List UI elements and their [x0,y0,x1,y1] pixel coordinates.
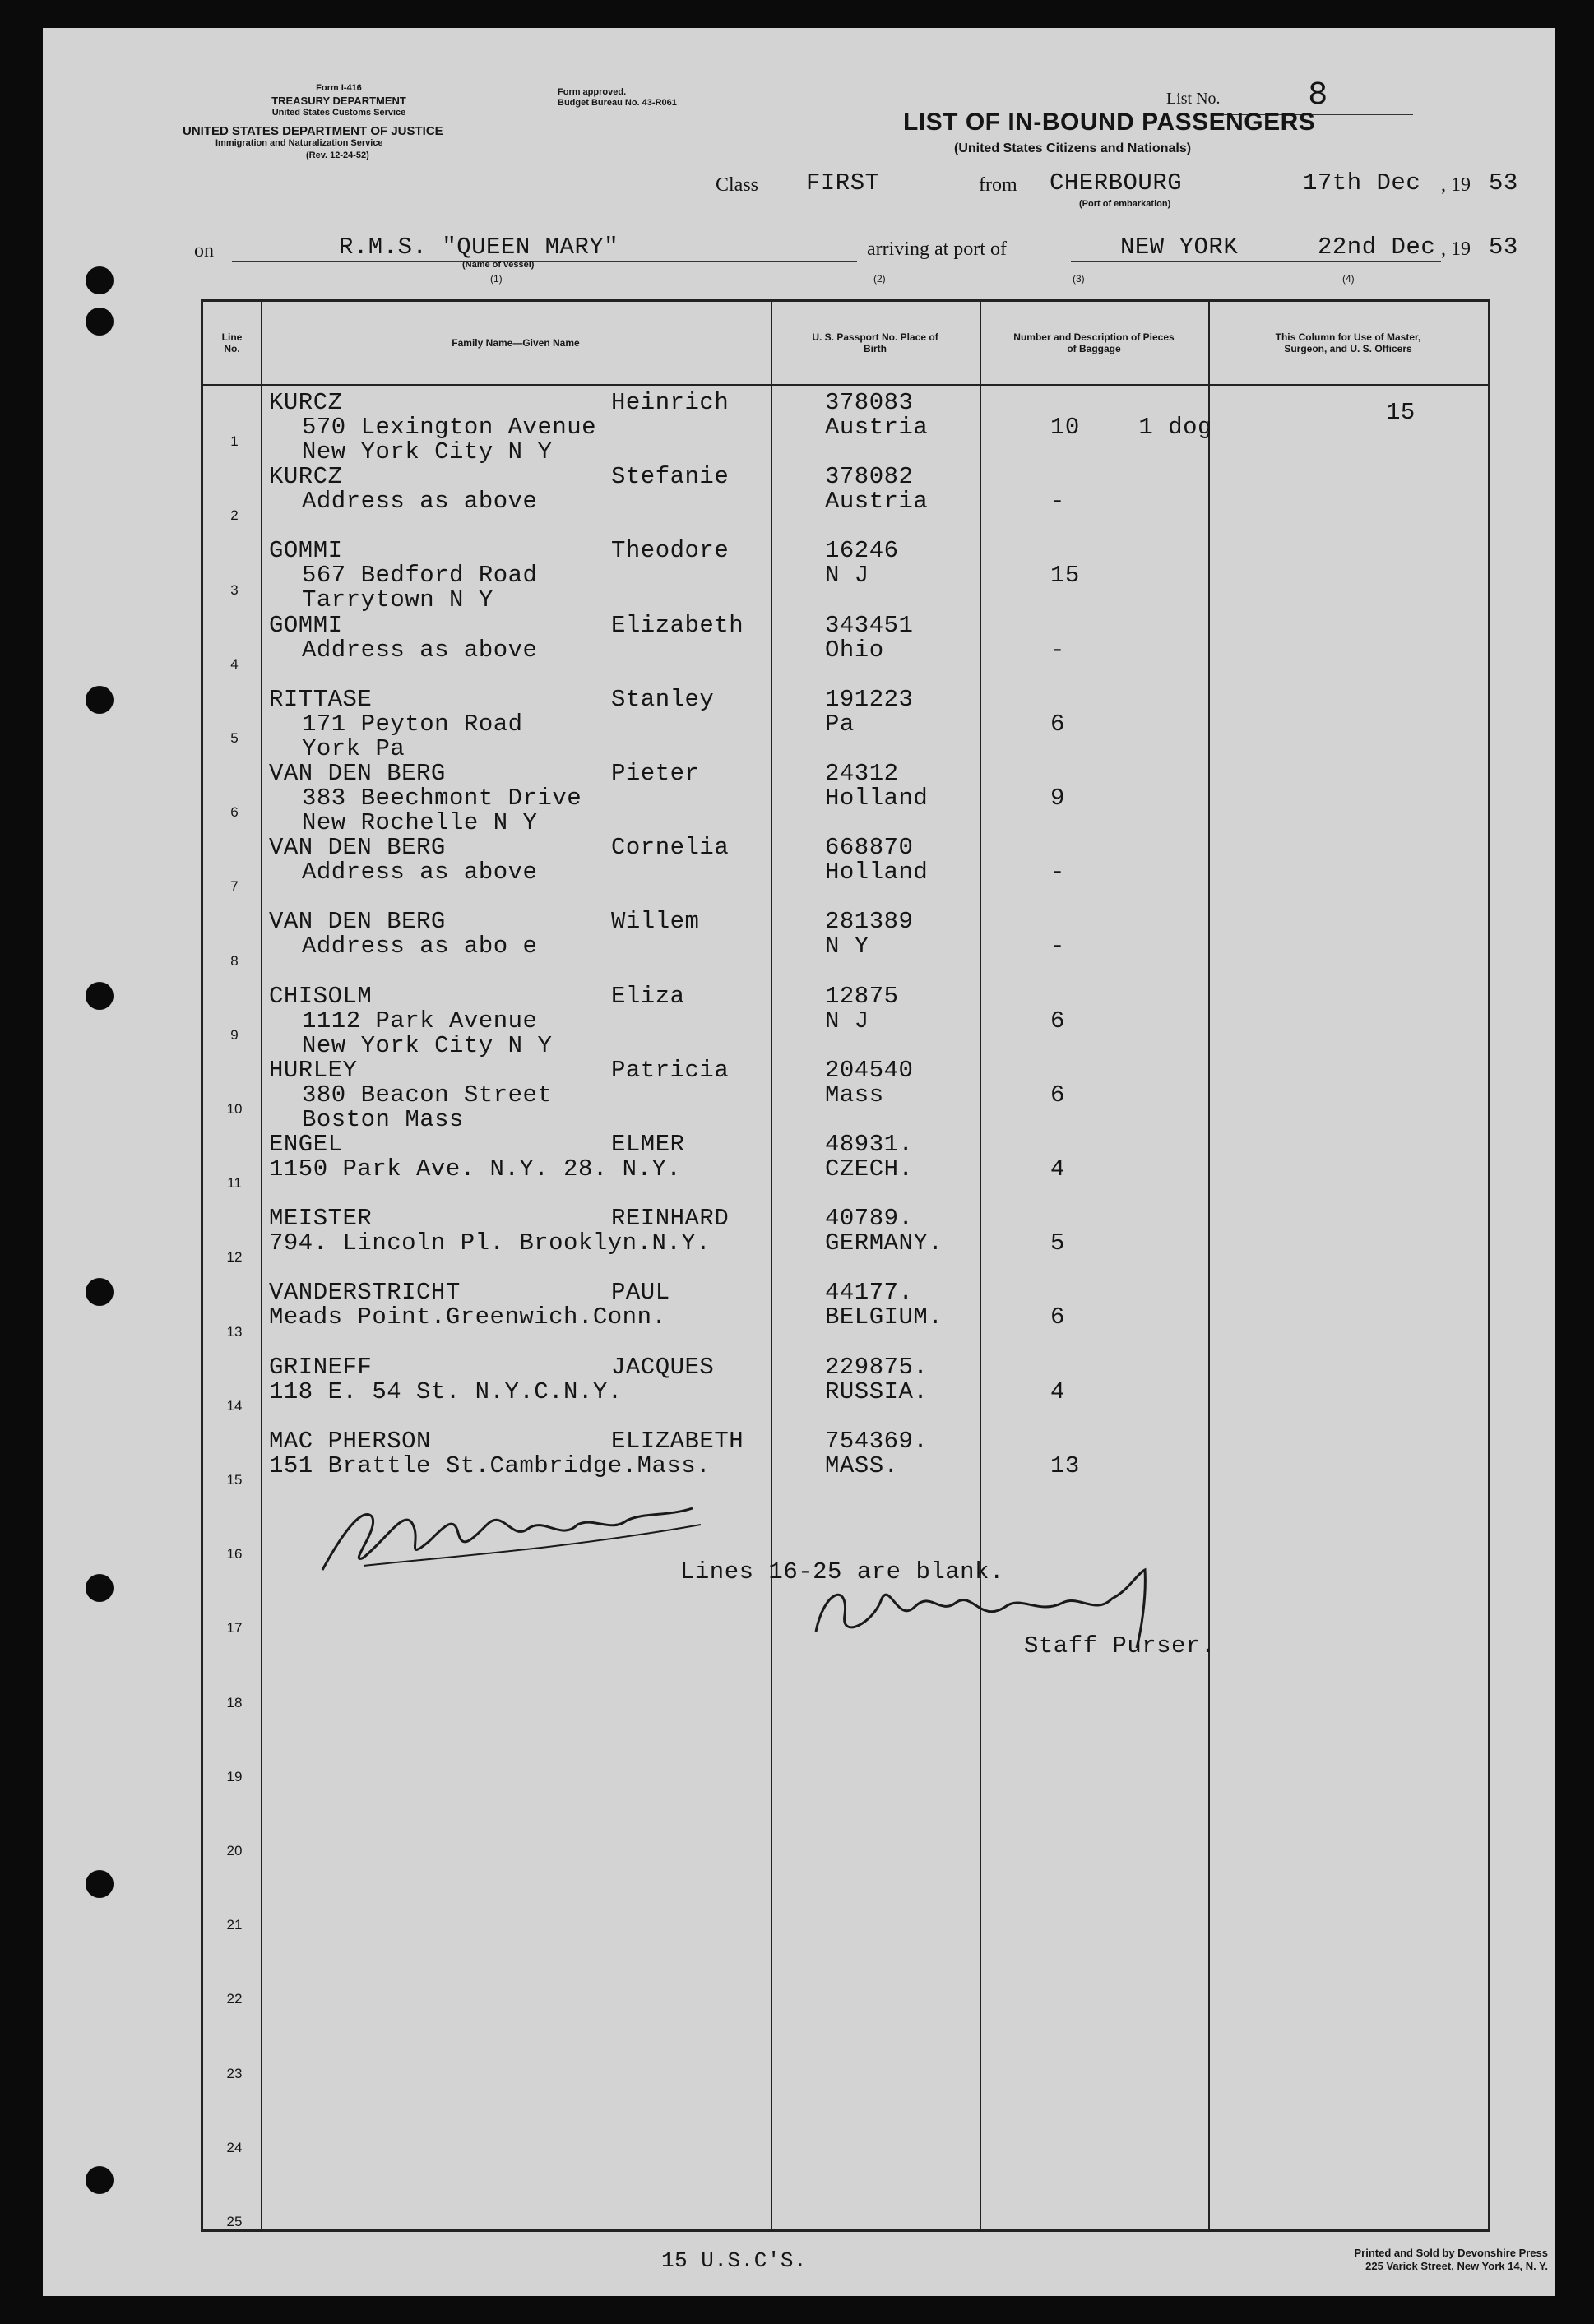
passport-number: 12875 [825,982,899,1010]
form-revision: (Rev. 12-24-52) [306,150,369,160]
given-name: Theodore [611,537,730,565]
family-name: KURCZ [269,389,343,416]
address-line-2: 118 E. 54 St. N.Y.C.N.Y. [269,1377,623,1405]
line-number: 15 [226,1472,243,1488]
passport-number: 229875. [825,1353,929,1381]
passport-number: 48931. [825,1131,914,1158]
treasury-department: TREASURY DEPARTMENT [271,95,406,107]
vessel-name: R.M.S. "QUEEN MARY" [232,234,857,262]
place-of-birth: Holland [825,859,929,887]
baggage: 6 [1050,1303,1065,1331]
passport-number: 40789. [825,1205,914,1233]
given-name: Patricia [611,1056,730,1084]
customs-service: United States Customs Service [271,108,406,118]
depart-year-prefix: , 19 [1441,174,1471,196]
depart-date: 17th Dec [1285,169,1441,197]
punch-hole [86,1574,114,1602]
baggage: - [1050,933,1065,961]
form-approved: Form approved. [558,87,627,97]
line-number: 23 [226,2065,243,2081]
place-of-birth: Mass [825,1081,884,1109]
place-of-birth: Austria [825,488,929,516]
justice-header [183,125,577,162]
baggage: 9 [1050,785,1065,812]
line-number: 20 [226,1843,243,1859]
from-label: from [979,174,1017,196]
passenger-row [203,1354,1488,1428]
line-number: 1 [230,433,239,450]
place-of-birth: N Y [825,933,869,961]
line-number: 24 [226,2139,243,2155]
address-line-2: 1150 Park Ave. N.Y. 28. N.Y. [269,1155,682,1183]
punch-hole [86,686,114,714]
family-name: VAN DEN BERG [269,760,446,787]
passenger-row [203,1279,1488,1353]
family-name: MEISTER [269,1205,373,1233]
line-number: 13 [226,1323,243,1340]
line-number: 21 [226,1917,243,1933]
line-number: 2 [230,507,239,524]
line-number: 16 [226,1546,243,1562]
given-name: Elizabeth [611,611,744,639]
place-of-birth: BELGIUM. [825,1303,943,1331]
passport-number: 668870 [825,834,914,862]
address-line-1: 570 Lexington Avenue [302,414,597,441]
family-name: VANDERSTRICHT [269,1279,461,1307]
baggage: 5 [1050,1229,1065,1257]
baggage: 6 [1050,710,1065,738]
place-of-birth: MASS. [825,1451,899,1479]
depart-year: 53 [1489,169,1518,197]
given-name: Willem [611,908,700,936]
passenger-row [203,463,1488,537]
punch-hole [86,2166,114,2194]
address-line-2: Meads Point.Greenwich.Conn. [269,1303,667,1331]
passport-number: 44177. [825,1279,914,1307]
bottom-note: 15 U.S.C'S. [661,2248,808,2273]
passenger-row [203,686,1488,760]
arrival-port: NEW YORK [1071,234,1318,262]
passenger-row [203,389,1488,463]
col-header-officers: This Column for Use of Master, Surgeon, and U. S. Officers [1275,331,1421,354]
column-number-2: (2) [873,273,886,285]
baggage: 4 [1050,1155,1065,1183]
passenger-row [203,834,1488,908]
place-of-birth: RUSSIA. [825,1377,929,1405]
column-number-3: (3) [1073,273,1085,285]
passport-number: 378083 [825,389,914,416]
place-of-birth: N J [825,1007,869,1035]
line-number: 19 [226,1768,243,1785]
class-value: FIRST [773,169,971,197]
family-name: VAN DEN BERG [269,908,446,936]
given-name: Stanley [611,685,715,713]
passenger-row [203,1131,1488,1205]
place-of-birth: GERMANY. [825,1229,943,1257]
address-line-1: Address as above [302,636,538,664]
passenger-row [203,537,1488,614]
passport-number: 281389 [825,908,914,936]
line-number: 10 [226,1101,243,1117]
address-line-2: New York City N Y [302,438,553,465]
punch-hole [86,308,114,336]
from-value: CHERBOURG [1026,169,1273,197]
signature-purser [808,1566,1186,1656]
signature-officer [314,1492,709,1582]
place-of-birth: Austria [825,414,929,441]
baggage: - [1050,488,1065,516]
given-name: Eliza [611,982,685,1010]
given-name: PAUL [611,1279,670,1307]
col-header-name: Family Name—Given Name [452,337,580,349]
passport-number: 16246 [825,537,899,565]
line-number: 7 [230,878,239,895]
budget-bureau: Budget Bureau No. 43-R061 [558,98,677,108]
place-of-birth: Holland [825,785,929,812]
place-of-birth: Ohio [825,636,884,664]
given-name: Heinrich [611,389,730,416]
blank-lines-note: Lines 16-25 are blank. [680,1558,1004,1586]
agency-header [183,82,495,119]
address-line-1: 1112 Park Avenue [302,1007,538,1035]
address-line-2: 794. Lincoln Pl. Brooklyn.N.Y. [269,1229,711,1257]
col-header-passport: U. S. Passport No. Place of Birth [812,331,938,354]
form-number: Form I-416 [316,83,362,93]
baggage: 10 1 dog [1050,414,1212,441]
list-no-label: List No. [1166,90,1221,108]
passenger-row [203,1428,1488,1502]
family-name: CHISOLM [269,982,373,1010]
line-number: 17 [226,1620,243,1637]
passenger-table [201,299,1490,2232]
passenger-row [203,1057,1488,1131]
passenger-row [203,983,1488,1057]
list-no-value: 8 [1224,77,1413,115]
address-line-1: 380 Beacon Street [302,1081,553,1109]
line-number: 8 [230,952,239,969]
given-name: REINHARD [611,1205,730,1233]
passport-number: 191223 [825,685,914,713]
given-name: Pieter [611,760,700,787]
column-number-1: (1) [490,273,503,285]
line-number: 9 [230,1026,239,1043]
form-approval [558,87,677,109]
immigration-service: Immigration and Naturalization Service [215,138,383,148]
arrival-date: 22nd Dec [1318,234,1441,262]
line-number: 11 [227,1175,242,1192]
baggage: 6 [1050,1081,1065,1109]
family-name: ENGEL [269,1131,343,1158]
vessel-label: (Name of vessel) [462,260,535,270]
baggage: - [1050,859,1065,887]
address-line-1: 567 Bedford Road [302,562,538,590]
family-name: KURCZ [269,463,343,491]
family-name: VAN DEN BERG [269,834,446,862]
baggage: 13 [1050,1451,1080,1479]
line-number: 3 [230,581,239,598]
punch-hole [86,1870,114,1898]
printer-name: Printed and Sold by Devonshire Press [1354,2247,1548,2259]
baggage: 15 [1050,562,1080,590]
given-name: Cornelia [611,834,730,862]
officer-note: 15 [1386,399,1416,426]
passport-number: 204540 [825,1056,914,1084]
form-subtitle: (United States Citizens and Nationals) [954,141,1192,155]
line-number: 6 [230,804,239,821]
printer-address: 225 Varick Street, New York 14, N. Y. [1365,2260,1548,2272]
given-name: ELMER [611,1131,685,1158]
line-number: 12 [226,1249,243,1266]
family-name: HURLEY [269,1056,358,1084]
address-line-2: Tarrytown N Y [302,586,493,614]
address-line-1: Address as above [302,859,538,887]
family-name: GOMMI [269,537,343,565]
baggage: - [1050,636,1065,664]
col-header-line-no: Line No. [221,331,243,354]
column-number-4: (4) [1342,273,1355,285]
baggage: 6 [1050,1007,1065,1035]
port-embarkation-label: (Port of embarkation) [1079,199,1171,209]
passenger-row [203,908,1488,982]
passenger-row [203,1205,1488,1279]
family-name: RITTASE [269,685,373,713]
justice-department: UNITED STATES DEPARTMENT OF JUSTICE [183,124,443,138]
passenger-row [203,612,1488,686]
punch-hole [86,1278,114,1306]
address-line-2: Boston Mass [302,1105,464,1133]
printer-info [1219,2247,1548,2273]
passport-number: 343451 [825,611,914,639]
address-line-2: New Rochelle N Y [302,809,538,836]
passport-number: 24312 [825,760,899,787]
family-name: GOMMI [269,611,343,639]
on-label: on [194,240,214,262]
line-number: 14 [226,1397,243,1414]
given-name: Stefanie [611,463,730,491]
address-line-1: 171 Peyton Road [302,710,523,738]
line-number: 25 [226,2214,243,2229]
passenger-row [203,760,1488,834]
punch-hole [86,982,114,1010]
place-of-birth: Pa [825,710,855,738]
arriving-label: arriving at port of [867,238,1007,260]
line-number: 4 [230,655,239,672]
arrival-year: 53 [1489,234,1518,261]
family-name: GRINEFF [269,1353,373,1381]
address-line-1: Address as above [302,488,538,516]
address-line-1: 383 Beechmont Drive [302,785,582,812]
passenger-list-page [43,28,1555,2296]
punch-hole [86,266,114,294]
line-number: 22 [226,1991,243,2007]
passport-number: 378082 [825,463,914,491]
line-number: 5 [230,730,239,746]
line-number: 18 [226,1694,243,1711]
arrival-year-prefix: , 19 [1441,238,1471,260]
given-name: JACQUES [611,1353,715,1381]
class-label: Class [716,174,759,196]
place-of-birth: N J [825,562,869,590]
address-line-1: Address as abo e [302,933,538,961]
place-of-birth: CZECH. [825,1155,914,1183]
col-header-baggage: Number and Description of Pieces of Baggage [1013,331,1175,354]
staff-purser-label: Staff Purser. [1024,1632,1216,1660]
address-line-2: 151 Brattle St.Cambridge.Mass. [269,1451,711,1479]
family-name: MAC PHERSON [269,1427,431,1455]
given-name: ELIZABETH [611,1427,744,1455]
address-line-2: New York City N Y [302,1031,553,1059]
passport-number: 754369. [825,1427,929,1455]
address-line-2: York Pa [302,734,405,762]
form-title: LIST OF IN-BOUND PASSENGERS [903,109,1316,136]
baggage: 4 [1050,1377,1065,1405]
